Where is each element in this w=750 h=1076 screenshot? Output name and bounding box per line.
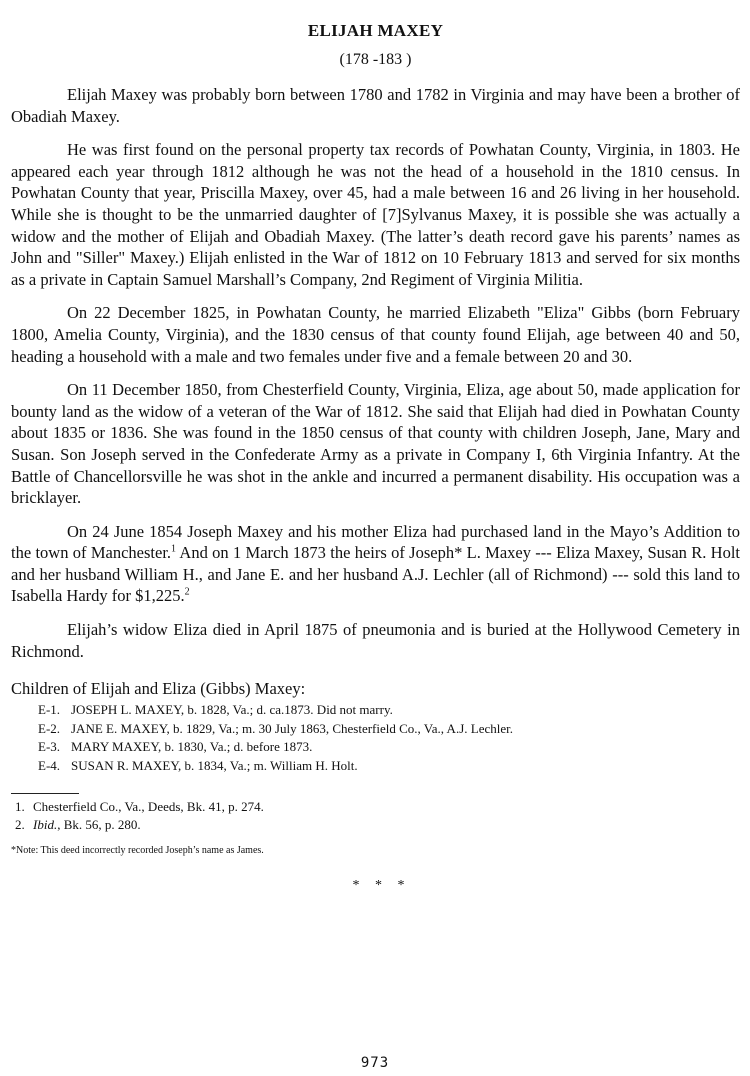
paragraph-tax-records	[11, 139, 740, 290]
child-item	[38, 720, 740, 739]
child-code: E-3.	[38, 739, 61, 755]
life-dates: (178 -183 )	[339, 51, 412, 68]
page-number: 973	[360, 1055, 390, 1071]
paragraph-text: On 24 June 1854 Joseph Maxey and his mother Eliza had purchased land in the Mayo’s Addition to the town of Manchester.	[11, 521, 740, 563]
child-code: E-4.	[38, 757, 61, 773]
paragraph-bounty-land	[11, 379, 740, 509]
child-text: JANE E. MAXEY, b. 1829, Va.; m. 30 July 1863, Chesterfield Co., Va., A.J. Lechler.	[71, 720, 513, 736]
footnote-ref-2[interactable]: 2	[184, 586, 190, 598]
paragraph-death	[11, 619, 740, 662]
child-text: JOSEPH L. MAXEY, b. 1828, Va.; d. ca.1873. Did not marry.	[71, 702, 393, 718]
biography-body	[11, 84, 740, 662]
paragraph-birth	[11, 84, 740, 127]
child-code: E-1.	[38, 702, 61, 718]
footnote-2	[11, 816, 740, 834]
deed-note: *Note: This deed incorrectly recorded Joseph’s name as James.	[11, 845, 264, 857]
paragraph-marriage	[11, 302, 740, 367]
children-list	[11, 701, 740, 775]
child-text: MARY MAXEY, b. 1830, Va.; d. before 1873.	[71, 739, 313, 755]
page-title: ELIJAH MAXEY	[307, 21, 444, 40]
footnote-ref-1[interactable]: 1	[171, 543, 177, 555]
footnote-ibid: Ibid.	[33, 817, 58, 833]
paragraph-text: And on 1 March 1873 the heirs of Joseph* L. Maxey --- Eliza Maxey, Susan R. Holt and her husband William H., and Jane E. and her husband A.J. Lechler (all of Richmond) --- sold this land to Isabella Hardy for $1,225.	[11, 543, 740, 606]
child-text: SUSAN R. MAXEY, b. 1834, Va.; m. William H. Holt.	[71, 757, 358, 773]
children-heading: Children of Elijah and Eliza (Gibbs) Maxey:	[11, 679, 306, 699]
paragraph-land-purchase	[11, 521, 740, 607]
section-separator: * * *	[352, 878, 411, 894]
footnote-divider	[11, 793, 79, 794]
paragraph-text: Elijah Maxey was probably born between 1780 and 1782 in Virginia and may have been a brother of Obadiah Maxey.	[11, 85, 740, 126]
footnote-1	[11, 798, 740, 816]
child-item	[38, 701, 740, 720]
footnote-number: 2.	[15, 817, 25, 833]
child-item	[38, 738, 740, 757]
paragraph-text: On 11 December 1850, from Chesterfield County, Virginia, Eliza, age about 50, made application for bounty land as the widow of a veteran of the War of 1812. She said that Elijah had died in Powhatan County about 1835 or 1836. She was found in the 1850 census of that county with children Joseph, Jane, Mary and Susan. Son Joseph served in the Confederate Army as a private in Company I, 6th Virginia Infantry. At the Battle of Chancellorsville he was shot in the ankle and incurred a permanent disability. His occupation was a bricklayer.	[11, 380, 740, 508]
paragraph-text: On 22 December 1825, in Powhatan County, he married Elizabeth "Eliza" Gibbs (born February 1800, Amelia County, Virginia), and the 1830 census of that county found Elijah, age between 40 and 50, heading a household with a male and two females under five and a female between 20 and 30.	[11, 303, 740, 366]
document-page	[11, 20, 740, 894]
child-item	[38, 757, 740, 776]
footnote-number: 1.	[15, 799, 25, 815]
footnote-text: Chesterfield Co., Va., Deeds, Bk. 41, p. 274.	[33, 799, 264, 815]
footnote-text: , Bk. 56, p. 280.	[57, 817, 141, 833]
paragraph-text: Elijah’s widow Eliza died in April 1875 of pneumonia and is buried at the Hollywood Cemetery in Richmond.	[11, 620, 740, 661]
paragraph-text: He was first found on the personal property tax records of Powhatan County, Virginia, in 1803. He appeared each year through 1812 although he was not the head of a household in the 1810 census. In Powhatan County that year, Priscilla Maxey, over 45, had a male between 16 and 26 living in her household. While she is thought to be the unmarried daughter of [7]Sylvanus Maxey, it is possible she was actually a widow and the mother of Elijah and Obadiah Maxey. (The latter’s death record gave his parents’ names as John and "Siller" Maxey.) Elijah enlisted in the War of 1812 on 10 February 1813 and served for six months as a private in Captain Samuel Marshall’s Company, 2nd Regiment of Virginia Militia.	[11, 140, 740, 289]
child-code: E-2.	[38, 720, 61, 736]
